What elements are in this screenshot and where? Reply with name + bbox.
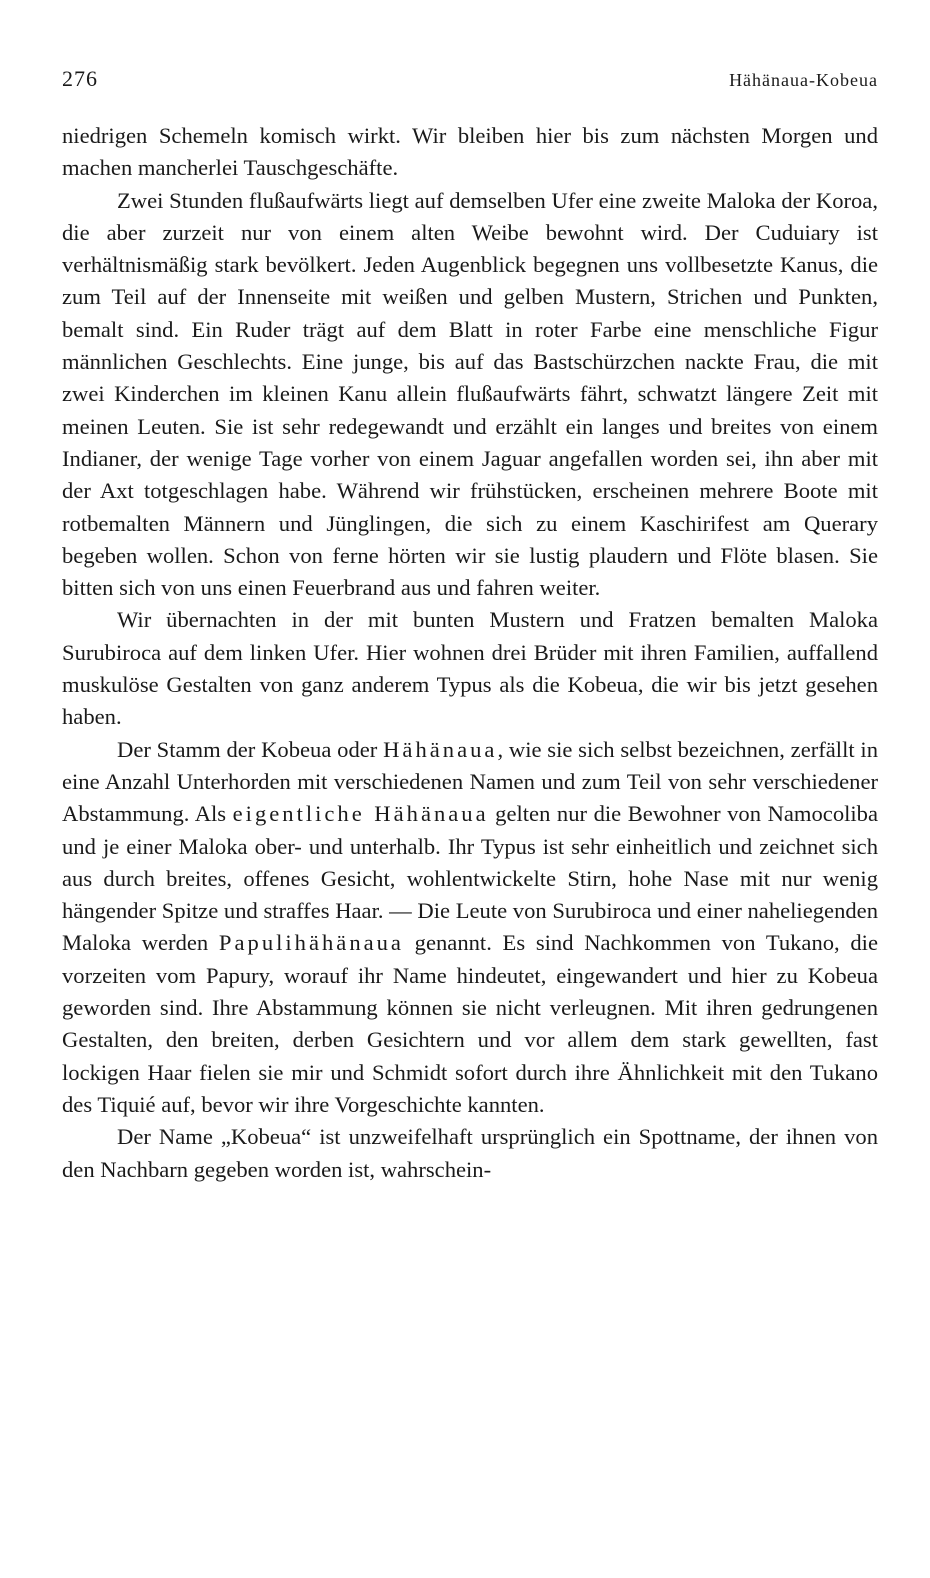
text-span: Der Stamm der Kobeua oder xyxy=(117,736,384,762)
spaced-term: Papulihähänaua xyxy=(218,930,404,956)
text-span: gelten nur die Bewohner von Namocoliba und je einer Maloka ober- und unterhalb. Ihr Typus ist sehr einheitlich und zeichnet sich aus durch breites, offenes Gesicht, wohlentwickelte Stirn, hohe Nase mit nur wenig hängender Spitze und straffes Haar. — Die Leute von Surubiroca und einer naheliegenden Maloka werden xyxy=(62,801,878,956)
text-span: Zwei Stunden flußaufwärts liegt auf demselben Ufer eine zweite Maloka der Koroa, die aber zurzeit nur von einem alten Weibe bewohnt wird. Der Cuduiary ist verhältnismäßig stark bevölkert. Jeden Augenblick begegnen uns vollbesetzte Kanus, die zum Teil auf der Innenseite mit weißen und gelben Mustern, Strichen und Punkten, bemalt sind. Ein Ruder trägt auf dem Blatt in roter Farbe eine menschliche Figur männlichen Geschlechts. Eine junge, bis auf das Bastschürzchen nackte Frau, die mit zwei Kinderchen im kleinen Kanu allein flußaufwärts fährt, schwatzt längere Zeit mit meinen Leuten. Sie ist sehr redegewandt und erzählt ein langes und breites von einem Indianer, der wenige Tage vorher von einem Jaguar angefallen worden sei, ihn aber mit der Axt totgeschlagen habe. Während wir frühstücken, erscheinen mehrere Boote mit rotbemalten Männern und Jünglingen, die sich zu einem Kaschirifest am Querary begeben wollen. Schon von ferne hörten wir sie lustig plaudern und Flöte blasen. Sie bitten sich von uns einen Feuerbrand aus und fahren weiter. xyxy=(62,187,878,601)
text-span: genannt. Es sind Nachkommen von Tukano, die vorzeiten vom Papury, worauf ihr Name hindeutet, eingewandert und hier zu Kobeua geworden sind. Ihre Abstammung können sie nicht verleugnen. Mit ihren gedrungenen Gestalten, den breiten, derben Gesichtern und vor allem dem stark gewellten, fast lockigen Haar fielen sie mir und Schmidt sofort durch ihre Ähnlichkeit mit den Tukano des Tiquié auf, bevor wir ihre Vorgeschichte kannten. xyxy=(62,930,878,1117)
text-span: Der Name „Kobeua“ ist unzweifelhaft ursprünglich ein Spottname, der ihnen von den Nachbarn gegeben worden ist, wahrschein- xyxy=(62,1124,878,1182)
text-span: niedrigen Schemeln komisch wirkt. Wir bleiben hier bis zum nächsten Morgen und machen mancherlei Tauschgeschäfte. xyxy=(62,123,878,181)
page-number: 276 xyxy=(62,66,98,91)
text-span: Wir übernachten in der mit bunten Mustern und Fratzen bemalten Maloka Surubiroca auf dem linken Ufer. Hier wohnen drei Brüder mit ihren Familien, auffallend muskulöse Gestalten von ganz anderem Typus als die Kobeua, die wir bis jetzt gesehen haben. xyxy=(62,607,878,730)
paragraph xyxy=(62,734,878,1122)
paragraph xyxy=(62,120,878,185)
book-page xyxy=(62,66,878,1186)
page-header xyxy=(62,66,878,100)
paragraph xyxy=(62,185,878,605)
paragraph xyxy=(62,1121,878,1186)
body-text xyxy=(62,120,878,1186)
spaced-term: eigentliche Hähänaua xyxy=(232,801,489,827)
paragraph xyxy=(62,604,878,733)
spaced-term: Hähänaua xyxy=(383,736,498,762)
running-title: Hähänaua-Kobeua xyxy=(729,70,878,90)
text-span: , wie sie sich selbst bezeichnen, zerfällt in eine Anzahl Unterhorden mit verschiedenen Namen und zum Teil von sehr verschiedener Abstammung. Als xyxy=(62,736,878,827)
